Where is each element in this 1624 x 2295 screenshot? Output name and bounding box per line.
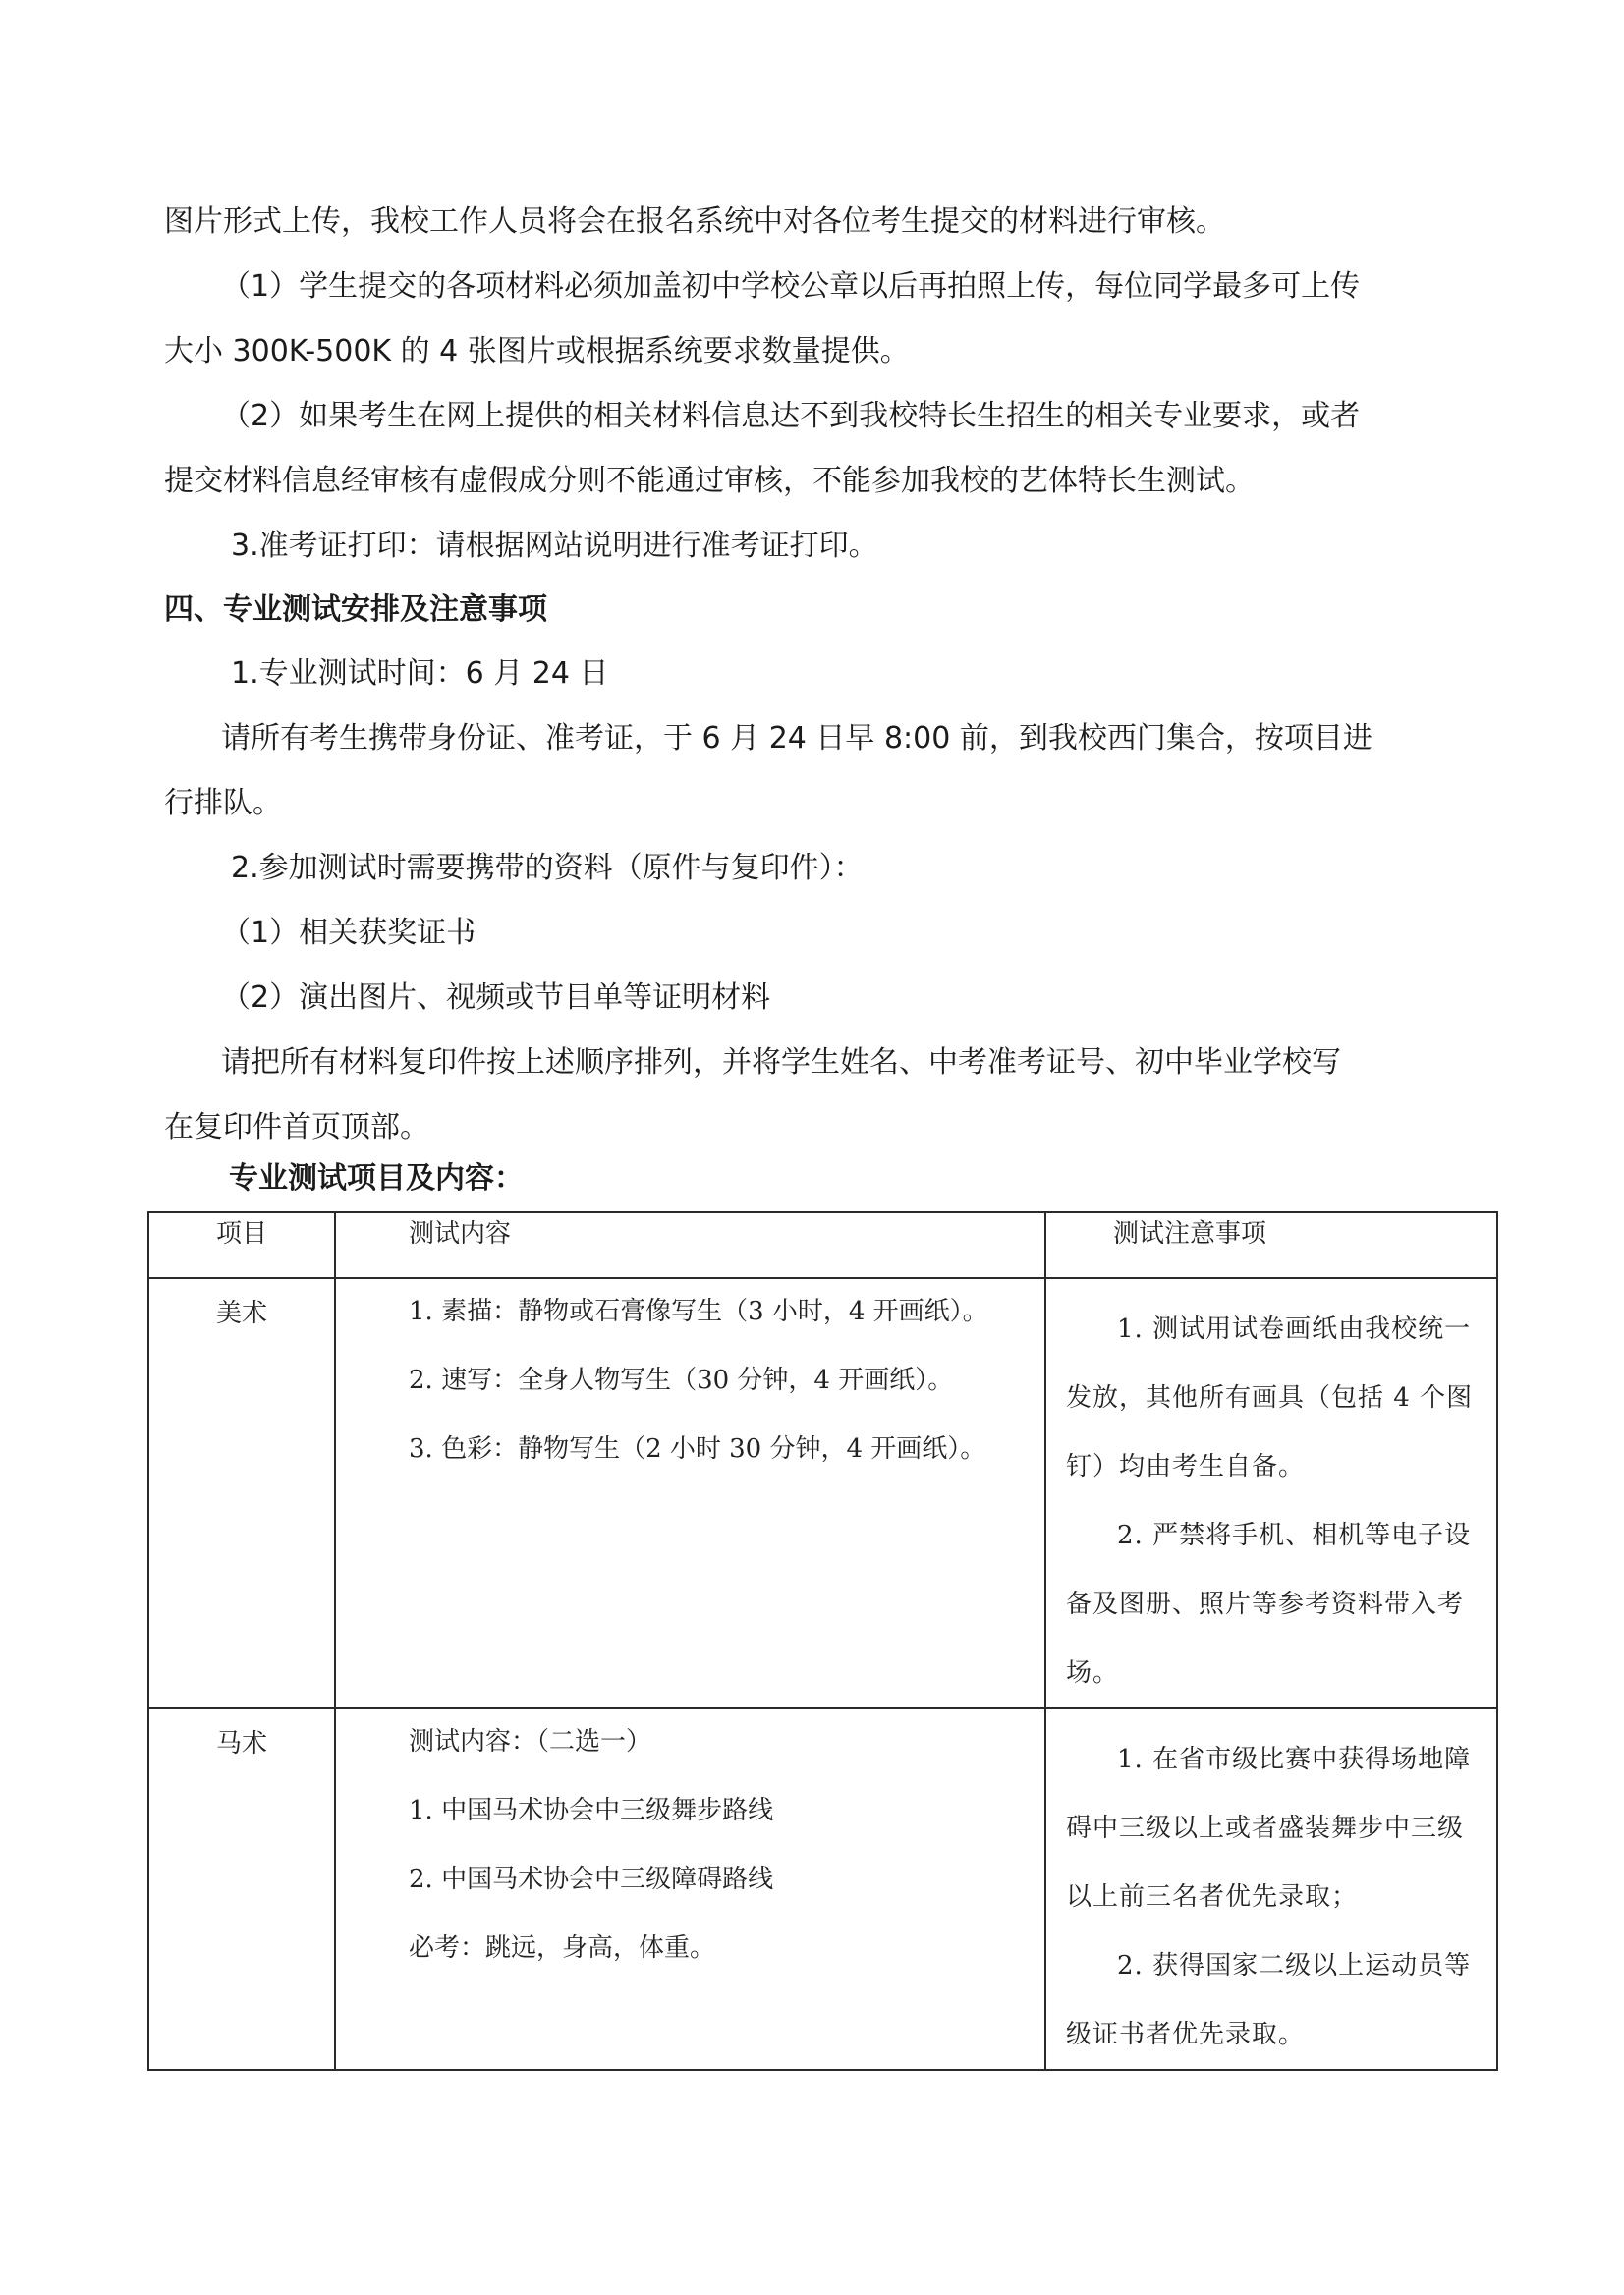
paragraph-line: 行排队。 (164, 786, 282, 820)
test-items-table (147, 1211, 1498, 2071)
content-line: 1. 素描：静物或石膏像写生（3 小时，4 开画纸）。 (409, 1297, 988, 1326)
paragraph-line: （2）如果考生在网上提供的相关材料信息达不到我校特长生招生的相关专业要求，或者 (221, 399, 1361, 433)
paragraph-line: 请所有考生携带身份证、准考证，于 6 月 24 日早 8:00 前，到我校西门集合，按项目进 (221, 721, 1372, 756)
paragraph-line: 1.专业测试时间：6 月 24 日 (231, 656, 609, 691)
note-paragraph: 1. 测试用试卷画纸由我校统一发放，其他所有画具（包括 4 个图钉）均由考生自备。 (1066, 1315, 1474, 1482)
notes-cell (1045, 1708, 1497, 2070)
table-header-row (148, 1212, 1497, 1278)
paragraph-line: 大小 300K-500K 的 4 张图片或根据系统要求数量提供。 (164, 334, 910, 368)
paragraph-line: 提交材料信息经审核有虚假成分则不能通过审核，不能参加我校的艺体特长生测试。 (164, 464, 1255, 498)
note-paragraph: 1. 在省市级比赛中获得场地障碍中三级以上或者盛装舞步中三级以上前三名者优先录取； (1066, 1745, 1472, 1912)
paragraph-line: 3.准考证打印：请根据网站说明进行准考证打印。 (231, 529, 878, 563)
table-title: 专业测试项目及内容： (229, 1161, 524, 1196)
table-row (148, 1278, 1497, 1708)
paragraph-line: （1）相关获奖证书 (221, 916, 476, 950)
content-line: 2. 中国马术协会中三级障碍路线 (409, 1865, 774, 1894)
paragraph-line: （2）演出图片、视频或节目单等证明材料 (221, 980, 771, 1015)
header-notes: 测试注意事项 (1045, 1212, 1497, 1278)
paragraph-line: 图片形式上传，我校工作人员将会在报名系统中对各位考生提交的材料进行审核。 (164, 204, 1225, 239)
subject-cell: 美术 (148, 1278, 335, 1708)
content-line: 3. 色彩：静物写生（2 小时 30 分钟，4 开画纸）。 (409, 1434, 986, 1464)
note-paragraph: 2. 严禁将手机、相机等电子设备及图册、照片等参考资料带入考场。 (1066, 1521, 1472, 1688)
header-subject: 项目 (148, 1212, 335, 1278)
notes-cell (1045, 1278, 1497, 1708)
paragraph-line: （1）学生提交的各项材料必须加盖初中学校公章以后再拍照上传，每位同学最多可上传 (221, 269, 1361, 304)
content-line: 1. 中国马术协会中三级舞步路线 (409, 1796, 774, 1825)
table-row (148, 1708, 1497, 2070)
paragraph-line: 2.参加测试时需要携带的资料（原件与复印件）： (231, 851, 864, 885)
content-cell (335, 1708, 1045, 2070)
content-line: 必考：跳远，身高，体重。 (409, 1933, 716, 1963)
note-paragraph: 2. 获得国家二级以上运动员等级证书者优先录取。 (1066, 1951, 1472, 2049)
paragraph-line: 在复印件首页顶部。 (164, 1110, 429, 1145)
content-cell (335, 1278, 1045, 1708)
section-heading: 四、专业测试安排及注意事项 (164, 592, 547, 627)
header-content: 测试内容 (335, 1212, 1045, 1278)
content-line: 2. 速写：全身人物写生（30 分钟，4 开画纸）。 (409, 1366, 954, 1395)
paragraph-line: 请把所有材料复印件按上述顺序排列，并将学生姓名、中考准考证号、初中毕业学校写 (221, 1045, 1341, 1080)
content-line: 测试内容：（二选一） (409, 1727, 652, 1757)
subject-cell: 马术 (148, 1708, 335, 2070)
